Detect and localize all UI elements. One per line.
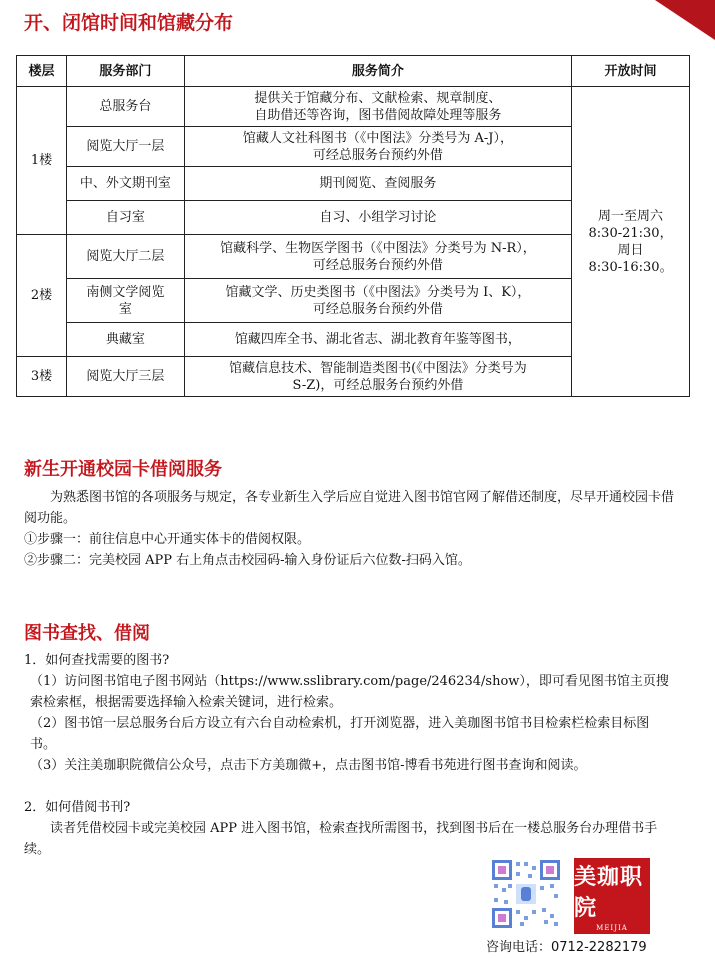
dept-cell: 阅览大厅三层 (66, 357, 184, 397)
answer-3: （3）关注美珈职院微信公众号，点击下方美珈微+，点击图书馆-博看书苑进行图书查询和阅读。 (30, 758, 587, 773)
header-hours: 开放时间 (572, 56, 690, 87)
hours-table (16, 55, 690, 397)
search-section-title: 图书查找、借阅 (24, 623, 150, 644)
card-step-1: ①步骤一：前往信息中心开通实体卡的借阅权限。 (24, 532, 311, 547)
question-2: 2．如何借阅书刊? (24, 800, 131, 815)
floor-cell: 1楼 (17, 87, 67, 235)
card-step-2: ②步骤二：完美校园 APP 右上角点击校园码-输入身份证后六位数-扫码入馆。 (24, 553, 471, 568)
table-header-row (17, 56, 690, 87)
page-title: 开、闭馆时间和馆藏分布 (24, 12, 234, 34)
table-row (17, 87, 690, 127)
borrow-answer: 读者凭借校园卡或完美校园 APP 进入图书馆，检索查找所需图书，找到图书后在一楼总服务台办理借书手续。 (24, 821, 658, 857)
dept-cell: 自习室 (66, 201, 184, 235)
card-section-title: 新生开通校园卡借阅服务 (24, 459, 222, 480)
qr-code-icon (490, 858, 562, 930)
desc-cell: 馆藏信息技术、智能制造类图书(《中图法》分类号为 S-Z)，可经总服务台预约外借 (184, 357, 571, 397)
floor-cell: 3楼 (17, 357, 67, 397)
college-logo (574, 858, 650, 934)
header-desc: 服务简介 (184, 56, 571, 87)
desc-cell: 期刊阅览、查阅服务 (184, 167, 571, 201)
desc-cell: 馆藏文学、历史类图书（《中图法》分类号为 I、K）， 可经总服务台预约外借 (184, 279, 571, 323)
answer-2: （2）图书馆一层总服务台后方设立有六台自动检索机，打开浏览器，进入美珈图书馆书目检索栏检索目标图书。 (30, 716, 650, 752)
desc-cell: 馆藏科学、生物医学图书（《中图法》分类号为 N-R）， 可经总服务台预约外借 (184, 235, 571, 279)
desc-cell: 馆藏人文社科图书（《中图法》分类号为 A-J）， 可经总服务台预约外借 (184, 127, 571, 167)
header-dept: 服务部门 (66, 56, 184, 87)
logo-main-text: 美珈职院 (574, 864, 644, 921)
corner-decoration (655, 0, 715, 40)
floor-cell: 2楼 (17, 235, 67, 357)
answer-1: （1）访问图书馆电子图书网站（https://www.sslibrary.com/page/246234/show），即可看见图书馆主页搜索检索框，根据需要选择输入检索关键词，进行检索。 (30, 674, 669, 710)
hours-cell: 周一至周六 8:30-21:30， 周日 8:30-16:30。 (572, 87, 690, 397)
dept-cell: 阅览大厅一层 (66, 127, 184, 167)
dept-cell: 典藏室 (66, 323, 184, 357)
desc-cell: 馆藏四库全书、湖北省志、湖北教育年鉴等图书， (184, 323, 571, 357)
question-1: 1．如何查找需要的图书? (24, 653, 170, 668)
desc-cell: 自习、小组学习讨论 (184, 201, 571, 235)
card-intro: 为熟悉图书馆的各项服务与规定，各专业新生入学后应自觉进入图书馆官网了解借还制度，尽早开通校园卡借阅功能。 (24, 490, 675, 526)
dept-cell: 南侧文学阅览 室 (66, 279, 184, 323)
dept-cell: 总服务台 (66, 87, 184, 127)
dept-cell: 中、外文期刊室 (66, 167, 184, 201)
contact-phone: 咨询电话：0712-2282179 (486, 940, 647, 955)
logo-sub-text: MEIJIA (596, 924, 628, 932)
desc-cell: 提供关于馆藏分布、文献检索、规章制度、 自助借还等咨询，图书借阅故障处理等服务 (184, 87, 571, 127)
dept-cell: 阅览大厅二层 (66, 235, 184, 279)
header-floor: 楼层 (17, 56, 67, 87)
